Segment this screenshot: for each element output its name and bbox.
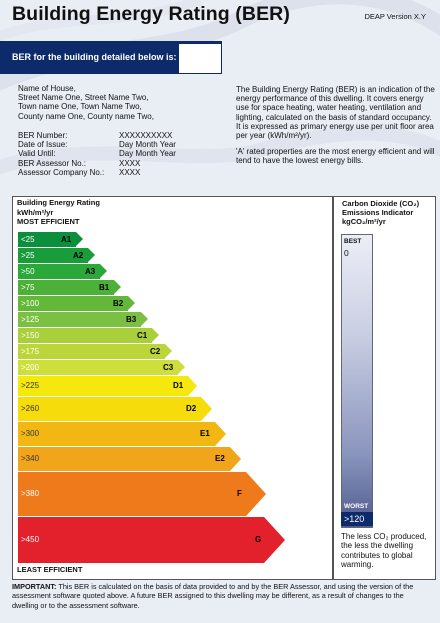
scale-title: Building Energy Rating [17,198,100,207]
rating-band-d1 [18,376,197,396]
co2-note: The less CO₂ produced, the less the dwelling contributes to global warming. [341,532,427,570]
detail-row [18,149,176,158]
detail-label: Date of Issue: [18,140,68,150]
detail-row [18,131,176,140]
band-grade: F [237,489,242,498]
scale-unit: kWh/m²/yr [17,208,54,217]
detail-value: XXXXXXXXXX [119,131,173,140]
detail-label: Assessor Company No.: [18,167,105,177]
band-range: >125 [21,315,40,324]
co2-title-line: Emissions Indicator [342,208,414,217]
band-range: >25 [21,251,35,260]
co2-worst-label: WORST [344,503,369,510]
detail-row [18,140,176,149]
ber-banner-label: BER for the building detailed below is: [12,52,177,62]
address-line: Town name One, Town Name Two, [18,102,142,112]
band-grade: B2 [113,299,124,308]
band-grade: E1 [200,429,210,438]
band-range: >450 [21,535,40,544]
co2-best-label: BEST [344,238,362,245]
co2-indicator-bar [341,234,373,528]
band-grade: D2 [186,404,197,413]
band-grade: C3 [163,363,174,372]
rating-band-b1 [18,280,121,295]
rating-band-b3 [18,312,148,327]
rating-band-c3 [18,360,185,375]
address-line: Name of House, [18,84,76,93]
rating-band-e1 [18,422,226,446]
band-range: >50 [21,267,35,276]
rating-band-e2 [18,447,241,471]
version-label: DEAP Version X.Y [364,12,426,21]
co2-best-value: 0 [344,248,349,258]
band-range: >260 [21,404,40,413]
detail-row [18,168,176,177]
band-range: >380 [21,489,40,498]
detail-value: XXXX [119,158,141,168]
co2-title [342,199,436,226]
detail-label: BER Number: [18,131,68,140]
important-note [12,582,432,610]
band-grade: A3 [85,267,96,276]
ber-result-box [178,43,222,74]
detail-label: BER Assessor No.: [18,158,87,168]
band-range: >100 [21,299,40,308]
co2-title-line: Carbon Dioxide (CO₂) [342,199,420,208]
rating-band-c2 [18,344,172,359]
intro-paragraph: The Building Energy Rating (BER) is an indication of the energy performance of this dwelling. It covers energy use for space heating, water heating, ventilation and lighting, calculated on the basis of standard occupancy. It is expressed as primary energy use per unit floor area per year (kWh/m²/yr). [236,85,435,141]
address-block [18,84,154,121]
rating-band-c1 [18,328,159,343]
band-grade: G [255,535,262,544]
rating-band-a2 [18,248,95,263]
rating-band-a1 [18,232,83,247]
band-grade: C1 [137,331,148,340]
band-range: >200 [21,363,40,372]
band-range: >340 [21,454,40,463]
co2-worst-value: >120 [344,514,365,524]
band-range: >150 [21,331,40,340]
ber-details [18,131,176,177]
important-label: IMPORTANT: [12,582,57,591]
band-grade: A1 [61,235,72,244]
page-title: Building Energy Rating (BER) [12,3,290,25]
band-range: >300 [21,429,40,438]
intro-text [236,85,436,173]
band-range: >225 [21,381,40,390]
detail-value: Day Month Year [119,149,176,159]
band-range: >175 [21,347,40,356]
most-efficient-label: MOST EFFICIENT [17,217,80,226]
important-text: This BER is calculated on the basis of data provided to and by the BER Assessor, and using the version of the assessment software quoted above. A future BER assigned to this dwelling may be different, as a result of changes to the dwelling or to the assessment software. [12,582,414,610]
detail-label: Valid Until: [18,149,56,159]
rating-band-g [18,517,285,563]
band-grade: C2 [150,347,161,356]
rating-band-b2 [18,296,135,311]
band-grade: B1 [99,283,110,292]
intro-paragraph: 'A' rated properties are the most energy efficient and will tend to have the lowest energy bills. [236,147,435,166]
address-line: Street Name One, Street Name Two, [18,93,149,103]
rating-band-d2 [18,397,212,421]
band-grade: D1 [173,381,184,390]
band-range: >75 [21,283,35,292]
band-range: <25 [21,235,35,244]
rating-band-a3 [18,264,107,279]
address-line: County name One, County name Two, [18,111,154,121]
band-grade: B3 [126,315,137,324]
detail-value: XXXX [119,167,141,177]
band-grade: E2 [215,454,225,463]
rating-band-f [18,472,266,516]
band-grade: A2 [73,251,84,260]
least-efficient-label: LEAST EFFICIENT [17,565,83,574]
detail-row [18,159,176,168]
detail-value: Day Month Year [119,140,176,150]
co2-unit: kgCO₂/m²/yr [342,217,386,226]
